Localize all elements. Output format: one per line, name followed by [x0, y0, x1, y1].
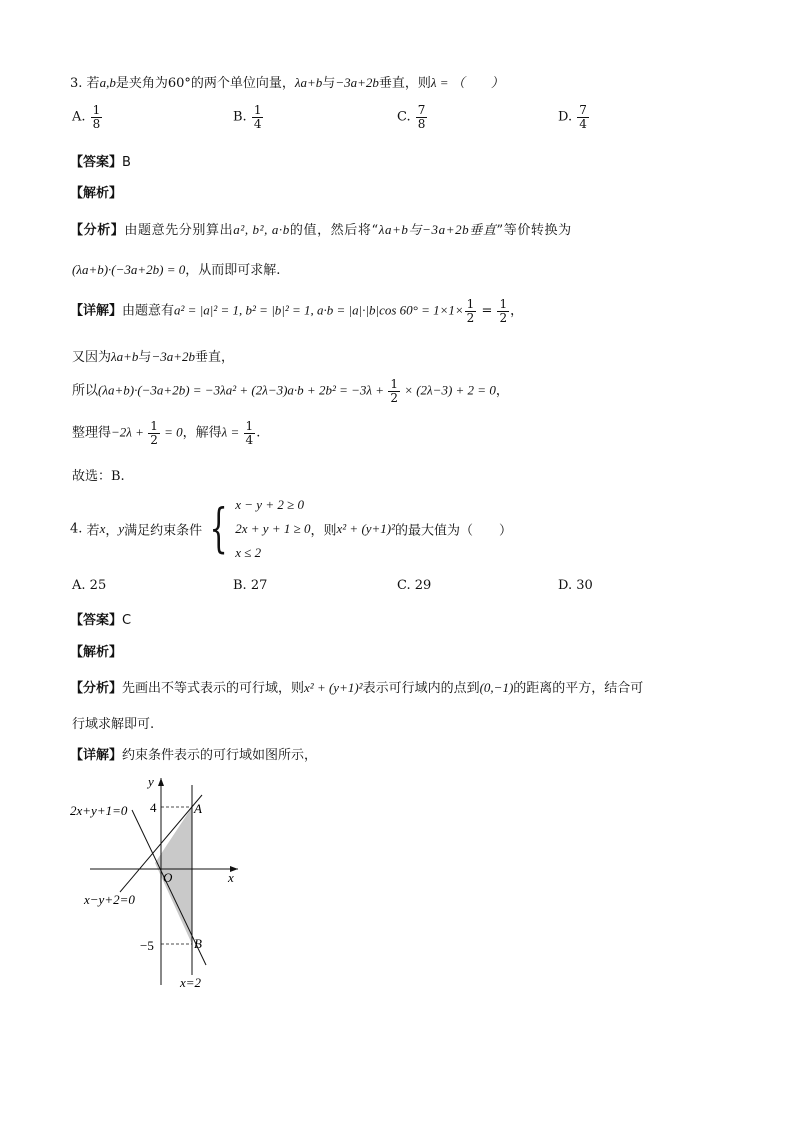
- q3-option-d-num: 7: [579, 103, 587, 117]
- q3-fenxi-6: ，从而即可求解.: [185, 263, 281, 278]
- q3-detail-1-end: =: [477, 303, 497, 319]
- q3-detail-4-end: .: [256, 425, 261, 441]
- axis-y-label: y: [148, 774, 154, 789]
- q3-detail-line3: [72, 378, 509, 404]
- q4-stem-d: 的最大值为（ ）: [395, 523, 513, 539]
- q4-sep: ，: [105, 523, 119, 539]
- q4-constraint-3: x ≤ 2: [235, 545, 262, 560]
- label-line2: x−y+2=0: [84, 892, 135, 907]
- q4-fenxi-1: 先画出不等式表示的可行域，则: [122, 681, 305, 696]
- q4-stem: [70, 493, 512, 565]
- q3-answer-value: B: [122, 155, 131, 170]
- q3-quarter-num: 1: [245, 419, 254, 433]
- q3-fenxi-4: ”等价转换为: [496, 223, 572, 238]
- q3-stem-c: 的两个单位向量，: [190, 76, 295, 91]
- q3-option-b-frac: [252, 104, 264, 130]
- q4-fenxi-line2: 行域求解即可.: [72, 717, 155, 732]
- q3-option-b: [233, 104, 264, 130]
- q4-constraints: [235, 493, 310, 565]
- q4-option-c-label: C.: [397, 578, 411, 593]
- q4-answer-value: C: [122, 613, 132, 628]
- q3-expr2: −3a+2b: [335, 75, 379, 90]
- q4-fenxi-line1: [70, 677, 643, 696]
- q3-fenxi-3: λa+b与−3a+2b垂直: [378, 222, 497, 237]
- q3-answer-tag: 【答案】: [70, 155, 123, 170]
- q3-half-den-d: 2: [150, 432, 158, 447]
- q3-stem-e: 垂直，则: [378, 76, 431, 91]
- q3-half-den-a: 2: [466, 310, 475, 325]
- q3-detail-4-b: ，解得: [182, 425, 222, 441]
- axis-x-label: x: [228, 870, 234, 885]
- q3-option-d-frac: [577, 104, 589, 130]
- q3-option-c-frac: [416, 104, 428, 130]
- q3-detail-2-eq2: −3a+2b: [151, 349, 195, 364]
- q3-detail-half-a: [465, 298, 477, 324]
- q3-fenxi-tag: 【分析】: [70, 223, 125, 238]
- q4-option-d-label: D.: [558, 578, 573, 593]
- q3-fenxi-5: (λa+b)·(−3a+2b) = 0: [72, 262, 186, 277]
- q3-option-d-label: D.: [558, 109, 573, 125]
- q4-analysis-tag: 【解析】: [70, 645, 123, 660]
- q4-answer-tag: 【答案】: [70, 613, 123, 628]
- q3-stem-d: 与: [322, 76, 336, 91]
- label-line3: x=2: [180, 975, 202, 990]
- q3-detail-2: 又因为: [72, 350, 112, 365]
- q3-option-d-den: 4: [579, 116, 587, 131]
- q4-fenxi-obj: x² + (y+1)²: [304, 680, 363, 695]
- q4-fenxi-2: 表示可行域内的点到: [362, 681, 480, 696]
- q3-detail-3-end: ，: [495, 383, 509, 399]
- q4-detail-line1: [70, 744, 317, 763]
- q3-detail-2-c: 垂直，: [194, 350, 234, 365]
- q3-option-a-den: 8: [92, 116, 101, 131]
- q4-option-a-value: 25: [89, 578, 107, 593]
- q3-detail-4-eq: −2λ +: [111, 424, 148, 440]
- q3-option-c-num: 7: [417, 103, 426, 117]
- q4-objective: x² + (y+1)²: [336, 521, 396, 536]
- q4-fenxi-3: 的距离的平方，结合可: [513, 681, 644, 696]
- q3-detail-quarter: [244, 420, 256, 446]
- q4-option-b: [233, 578, 267, 593]
- q4-option-c-value: 29: [414, 578, 432, 593]
- q3-detail-4: 整理得: [72, 425, 112, 441]
- q3-half-num-d: 1: [150, 419, 158, 433]
- tick-4-label: 4: [150, 800, 157, 815]
- q4-option-a-label: A.: [72, 578, 86, 593]
- q3-analysis-tag: 【解析】: [70, 186, 123, 201]
- q3-option-c-label: C.: [397, 109, 411, 125]
- tick-m5-label: −5: [140, 938, 154, 953]
- point-a-label: A: [194, 801, 202, 816]
- origin-label: O: [163, 870, 173, 885]
- q3-fenxi-2: 的值，然后将“: [289, 223, 379, 238]
- q3-angle: 60°: [167, 76, 191, 91]
- q3-detail-3: 所以: [72, 383, 99, 399]
- q4-option-b-label: B.: [233, 578, 247, 593]
- q4-option-d-value: 30: [576, 578, 593, 593]
- q4-stem-c: ，则: [310, 523, 337, 539]
- q3-detail-1-eq: a² = |a|² = 1, b² = |b|² = 1, a·b = |a|·|b|cos 60° = 1×1×: [174, 302, 464, 318]
- q3-fenxi-line1: [70, 219, 572, 238]
- q3-half-den-c: 2: [390, 390, 398, 405]
- q3-expr1: λa+b: [294, 75, 323, 90]
- q4-constraint-2: 2x + y + 1 ≥ 0: [235, 521, 311, 536]
- q3-option-b-num: 1: [253, 103, 262, 117]
- q3-fenxi-vals: a², b², a·b: [233, 222, 290, 237]
- label-line1: 2x+y+1=0: [70, 803, 128, 818]
- q3-vars: a,b: [99, 75, 116, 90]
- q4-stem-a: 若: [86, 523, 100, 539]
- q3-detail-4-eq2: = 0: [160, 424, 183, 440]
- q4-option-d: [558, 578, 593, 593]
- q4-stem-b: 满足约束条件: [124, 523, 203, 539]
- q4-var-y: y: [118, 521, 125, 536]
- q4-number: 4.: [70, 521, 83, 537]
- q3-option-b-label: B.: [233, 109, 247, 125]
- q4-answer: [70, 609, 131, 628]
- q3-detail-tag: 【详解】: [70, 303, 123, 319]
- q3-number: 3.: [70, 76, 83, 91]
- q3-stem-b: 是夹角为: [115, 76, 168, 91]
- q3-half-num-c: 1: [390, 377, 398, 391]
- q3-stem: [70, 72, 504, 91]
- point-b-label: B: [194, 936, 202, 951]
- q3-option-a-label: A.: [72, 109, 86, 125]
- q4-fenxi-tag: 【分析】: [70, 681, 123, 696]
- q3-detail-4-eq3: λ =: [221, 424, 243, 440]
- q3-quarter-den: 4: [245, 432, 254, 447]
- q3-fenxi-1: 由题意先分别算出: [124, 223, 234, 238]
- q3-option-a: [72, 104, 103, 130]
- feasible-region-figure: [60, 770, 260, 995]
- q4-option-b-value: 27: [250, 578, 268, 593]
- q3-fenxi-line2: [72, 259, 280, 278]
- q3-answer: [70, 151, 131, 170]
- q3-detail-3-eq: (λa+b)·(−3a+2b) = −3λa² + (2λ−3)a·b + 2b² = −3λ +: [98, 382, 388, 398]
- q4-detail-tag: 【详解】: [70, 748, 123, 763]
- q4-brace: {: [209, 499, 228, 559]
- q4-fenxi-pt: (0,−1): [479, 680, 514, 695]
- q3-detail-line2: [72, 346, 234, 365]
- q3-detail-half-b: [497, 298, 509, 324]
- q3-half-den-b: 2: [499, 310, 508, 325]
- q3-half-num-a: 1: [466, 297, 475, 311]
- q3-option-c-den: 8: [417, 116, 426, 131]
- q3-detail-half-d: [148, 420, 160, 446]
- q3-detail-2-b: 与: [138, 350, 152, 365]
- q3-detail-2-eq: λa+b: [111, 349, 139, 364]
- q3-stem-f: λ = （ ）: [430, 75, 504, 90]
- q3-option-b-den: 4: [253, 116, 262, 131]
- q3-option-a-frac: [91, 104, 103, 130]
- q3-detail-line4: [72, 420, 260, 446]
- q3-choose: 故选：B.: [72, 469, 125, 484]
- q3-option-a-num: 1: [92, 103, 101, 117]
- q3-detail-3-eq2: × (2λ−3) + 2 = 0: [400, 382, 496, 398]
- q3-detail-1: 由题意有: [122, 303, 175, 319]
- q4-constraint-1: x − y + 2 ≥ 0: [235, 497, 304, 512]
- q3-detail-half-c: [388, 378, 400, 404]
- q4-detail-1: 约束条件表示的可行域如图所示，: [122, 748, 318, 763]
- q4-var-x: x: [99, 521, 106, 536]
- q3-option-d: [558, 104, 590, 130]
- q4-option-c: [397, 578, 431, 593]
- q3-stem-a: 若: [86, 76, 100, 91]
- q3-half-num-b: 1: [499, 297, 508, 311]
- q4-option-a: [72, 578, 106, 593]
- q3-detail-line1: [70, 298, 523, 324]
- q3-detail-1-end2: ，: [510, 303, 524, 319]
- y-axis-arrow: [158, 778, 164, 786]
- q3-option-c: [397, 104, 428, 130]
